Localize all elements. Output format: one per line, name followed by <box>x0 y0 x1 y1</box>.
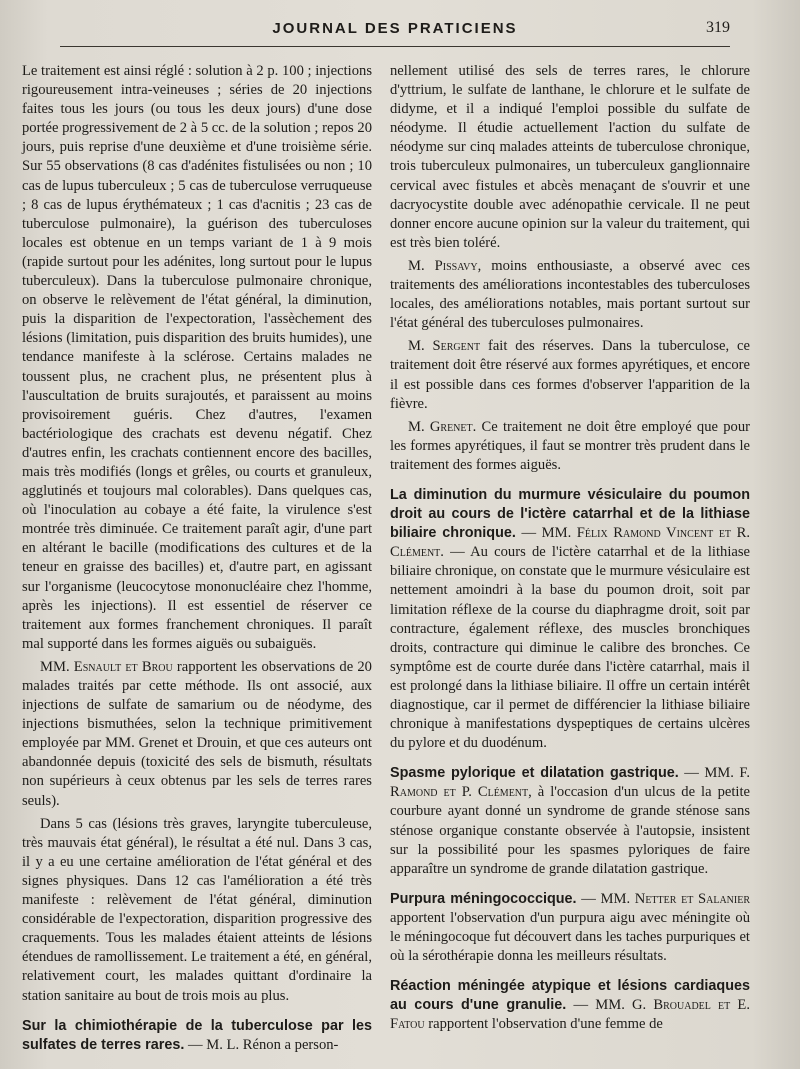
section <box>22 1017 372 1055</box>
author-names: MM. Esnault et Brou <box>40 658 173 675</box>
section: Spasme pylorique et dilatation gastrique. — MM. F. Ramond et P. Clément, à l'occasion d'un ulcus de la petite courbure ayant donné un syndrome de grande sténose sans sténose organique constante observée à l'autopsie, insistent sur la possibilité pour les spasmes pyloriques de faire apparaître un syndrome de grande dilatation gastrique. <box>390 765 751 877</box>
paragraph: nellement utilisé des sels de terres rares, le chlorure d'yttrium, le sulfate de lanthane, le chlorure et le sulfate de didyme, et il a indiqué l'emploi possible du sulfate de néodyme. Il étudie actuellement l'action du sulfate de néodyme sur cinq malades atteints de tuberculose chronique, trois tuberculeux pulmonaires, un tuberculeux ganglionnaire cervical avec fistules et abcès menaçant de s'ouvrir et une dacryocystite double avec adénopathie cervicale. Il ne peut donner encore aucune opinion sur la valeur du traitement, qui est très bien toléré. <box>390 63 750 251</box>
section-heading: Sur la chimiothérapie de la tuberculose par les sulfates de terres rares. <box>22 1017 372 1053</box>
section: Réaction méningée atypique et lésions cardiaques au cours d'une granulie. — MM. G. Brouadel et E. Fatou rapportent l'observation d'une femme de <box>390 978 750 1033</box>
paragraph: MM. Esnault et Brou rapportent les observations de 20 malades traités par cette méthode. Ils ont associé, aux injections de sulfate de samarium ou de néodyme, des injections bismuthées, selon la technique primitivement employée par MM. Grenet et Drouin, et que ces auteurs ont abandonnée depuis (toxicité des sels de bismuth, résultats non supérieurs à ceux obtenus par les sels de terres rares seuls). <box>22 658 372 809</box>
paragraph: Dans 5 cas (lésions très graves, laryngite tuberculeuse, très mauvais état général), le résultat a été nul. Dans 3 cas, il y a eu une certaine amélioration de l'état général et des signes physiques. Dans 12 cas l'amélioration a été très manifeste : relèvement de l'état général, diminution considérable de l'expectoration, disparition progressive des craquements. Tous les malades étaient atteints de lésions étendues de ramollissement. Le traitement a été, en général, relativement court, les malades quittant d'ordinaire la station sanitaire au bout de trois mois au plus. <box>22 815 372 1004</box>
section-heading: Purpura méningococcique. <box>390 890 577 907</box>
author-names: — MM. Félix Ramond Vincent et R. Clément. <box>390 525 750 561</box>
section: La diminution du murmure vésiculaire du poumon droit au cours de l'ictère catarrhal et de la lithiase biliaire chronique. — MM. Félix Ramond Vincent et R. Clément. — Au cours de l'ictère catarrhal et de la lithiase biliaire chronique, on constate que le murmure vésiculaire est nettement amoindri à la base du poumon droit, soit par limitation réflexe de la course du diaphragme droit, soit par contracture, également réflexe, des muscles bronchiques droits, contracture qui diminue le calibre des bronches. Ce symptôme est de courte durée dans l'ictère catarrhal, mais il est prolongé dans la lithiase biliaire. Il offre un certain intérêt diagnostique, car il permet de différencier la lithiase biliaire chronique à manifestations dyspeptiques de certains ulcères du pylore et du duodénum. <box>390 486 751 752</box>
running-header <box>60 18 730 47</box>
section-heading: Spasme pylorique et dilatation gastrique. <box>390 765 679 782</box>
section: Purpura méningococcique. — MM. Netter et Salanier apportent l'observation d'un purpura aigu avec méningite où le méningocoque fut découvert dans les taches purpuriques et où la sérothérapie donna les meilleurs résultats. <box>390 890 750 965</box>
author-name: M. Pissavy, <box>408 257 482 274</box>
author-names: — MM. Netter et Salanier <box>581 890 750 907</box>
paragraph: Le traitement est ainsi réglé : solution à 2 p. 100 ; injections rigoureusement intra-veineuses ; séries de 20 injections faites tous les jours (ou tous les deux jours) d'une dose portée progressivement de 2 à 5 cc. de la solution ; repos 20 jours, puis reprise d'une deuxième et d'une troisième série. Sur 55 observations (8 cas d'adénites fistulisées ou non ; 10 cas de lupus tuberculeux ; 5 cas de tuberculose verruqueuse ; 8 cas de lupus érythémateux ; 1 cas d'acnitis ; 23 cas de tuberculose pulmonaire), la guérison des tuberculoses locales est obtenue en un temps variant de 1 à 9 mois (rapide surtout pour les adénites, long surtout pour le lupus tuberculeux). Dans la tuberculose pulmonaire chronique, on observe le relèvement de l'état général, la diminution, puis la disparition de l'expectoration, l'assèchement des lésions (limitation, puis disparition des bruits humides), une tendance manifeste à la sclérose. Certains malades ne toussent plus, ne crachent plus, ne présentent plus à l'auscultation de bruits surajoutés, et paraissent au moins provisoirement guéris. Chez d'autres, l'examen bactériologique des crachats est devenu négatif. Chez d'autres enfin, les crachats contiennent encore des bacilles, mais très modifiés (longs et grêles, ou courts et granuleux, agglutinés et toujours mal colorables). Dans quelques cas, où l'inoculation au cobaye a été faite, la virulence s'est montrée très diminuée. Ce traitement paraît agir, d'une part en altérant le bacille (modifications des cultures et de la teneur en graisse des bacilles) et, d'autre part, en agissant sur l'organisme (leucocytose mononucléaire chez l'homme, après les injections). Il est essentiel de réserver ce traitement aux formes franchement chroniques. Il paraît mal supporté dans les formes aiguës ou subaiguës. <box>22 63 372 652</box>
author-name: M. Sergent <box>408 338 481 355</box>
author-name: M. Grenet. <box>408 418 477 435</box>
paragraph: M. Grenet. Ce traitement ne doit être employé que pour les formes apyrétiques, il faut se montrer très prudent dans le traitement des formes aiguës. <box>390 418 750 473</box>
journal-title: JOURNAL DES PRATICIENS <box>272 20 518 37</box>
section-heading: Réaction méningée atypique et lésions cardiaques au cours d'une granulie. <box>390 978 750 1014</box>
section-heading: La diminution du murmure vésiculaire du poumon droit au cours de l'ictère catarrhal et de la lithiase biliaire chronique. <box>390 486 750 542</box>
author-names: — MM. G. Brouadel et E. Fatou <box>390 997 750 1033</box>
page-number: 319 <box>706 19 730 36</box>
left-column <box>22 62 372 1055</box>
right-column <box>390 62 750 1035</box>
paragraph: M. Pissavy, moins enthousiaste, a observé avec ces traitements des améliorations incontestables des tuberculoses locales, des améliorations notables, mais portant surtout sur l'état général des tuberculoses pulmonaires. <box>390 257 750 332</box>
paragraph: M. Sergent fait des réserves. Dans la tuberculose, ce traitement doit être réservé aux formes apyrétiques, et encore il est possible dans ces formes d'observer l'apparition de la fièvre. <box>390 338 750 412</box>
author-names: — MM. F. Ramond et P. Clément, <box>390 765 751 801</box>
paragraph-lead: — M. L. Rénon a person- <box>188 1036 339 1053</box>
